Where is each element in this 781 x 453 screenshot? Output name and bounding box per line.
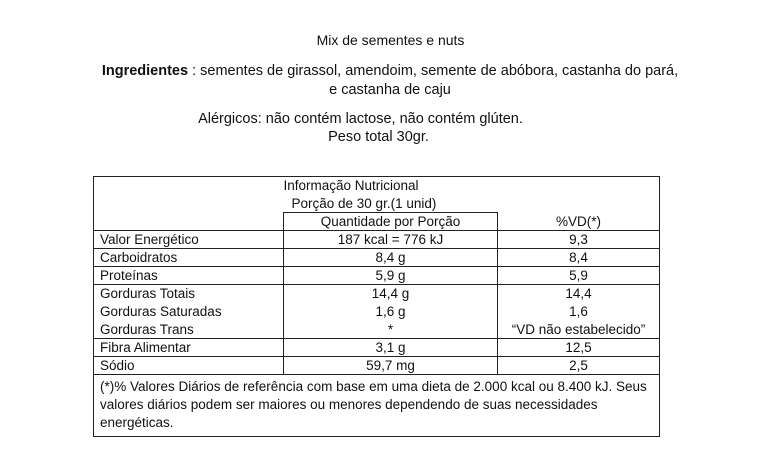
nutrient-qty: 8,4 g — [284, 249, 498, 267]
nutrition-table — [93, 176, 660, 437]
ingredients-label: Ingredientes — [101, 63, 189, 79]
footnote-text: (*)% Valores Diários de referência com base em uma dieta de 2.000 kcal ou 8.400 kJ. Seus valores diários podem ser maiores ou menores dependendo de suas necessidades energéticas. — [94, 375, 660, 437]
ingredients-list: : sementes de girassol, amendoim, semente de abóbora, castanha do pará, e castanha de caju — [188, 63, 679, 98]
col-header-qty: Quantidade por Porção — [284, 213, 498, 231]
nutrient-name: Gorduras Totais — [94, 285, 284, 303]
nutrient-vd: 1,6 — [498, 303, 660, 321]
nutrient-vd: 9,3 — [498, 231, 660, 249]
nutrient-qty: 59,7 mg — [284, 357, 498, 375]
nutrient-name: Sódio — [94, 357, 284, 375]
nutrient-qty: 1,6 g — [284, 303, 498, 321]
nutrient-vd: 8,4 — [498, 249, 660, 267]
col-header-vd: %VD(*) — [498, 213, 660, 231]
nutrient-qty: * — [284, 321, 498, 339]
nutrition-heading: Informação Nutricional — [284, 177, 498, 195]
net-weight-text: Peso total 30gr. — [328, 129, 429, 145]
nutrient-name: Proteínas — [94, 267, 284, 285]
product-title: Mix de sementes e nuts — [316, 32, 465, 48]
portion-text: Porção de 30 gr.(1 unid) — [284, 195, 498, 213]
nutrient-qty: 187 kcal = 776 kJ — [284, 231, 498, 249]
nutrient-vd: 12,5 — [498, 339, 660, 357]
allergens-text: Alérgicos: não contém lactose, não contém glúten. — [198, 111, 523, 127]
nutrient-qty: 3,1 g — [284, 339, 498, 357]
nutrient-name: Carboidratos — [94, 249, 284, 267]
nutrient-qty: 5,9 g — [284, 267, 498, 285]
nutrient-name: Gorduras Trans — [94, 321, 284, 339]
nutrient-vd: “VD não estabelecido” — [498, 321, 660, 339]
nutrient-vd: 5,9 — [498, 267, 660, 285]
nutrient-qty: 14,4 g — [284, 285, 498, 303]
nutrient-vd: 2,5 — [498, 357, 660, 375]
ingredients-text — [100, 62, 680, 100]
nutrient-name: Gorduras Saturadas — [94, 303, 284, 321]
nutrient-vd: 14,4 — [498, 285, 660, 303]
nutrient-name: Fibra Alimentar — [94, 339, 284, 357]
allergens-block — [0, 110, 721, 146]
nutrient-name: Valor Energético — [94, 231, 284, 249]
